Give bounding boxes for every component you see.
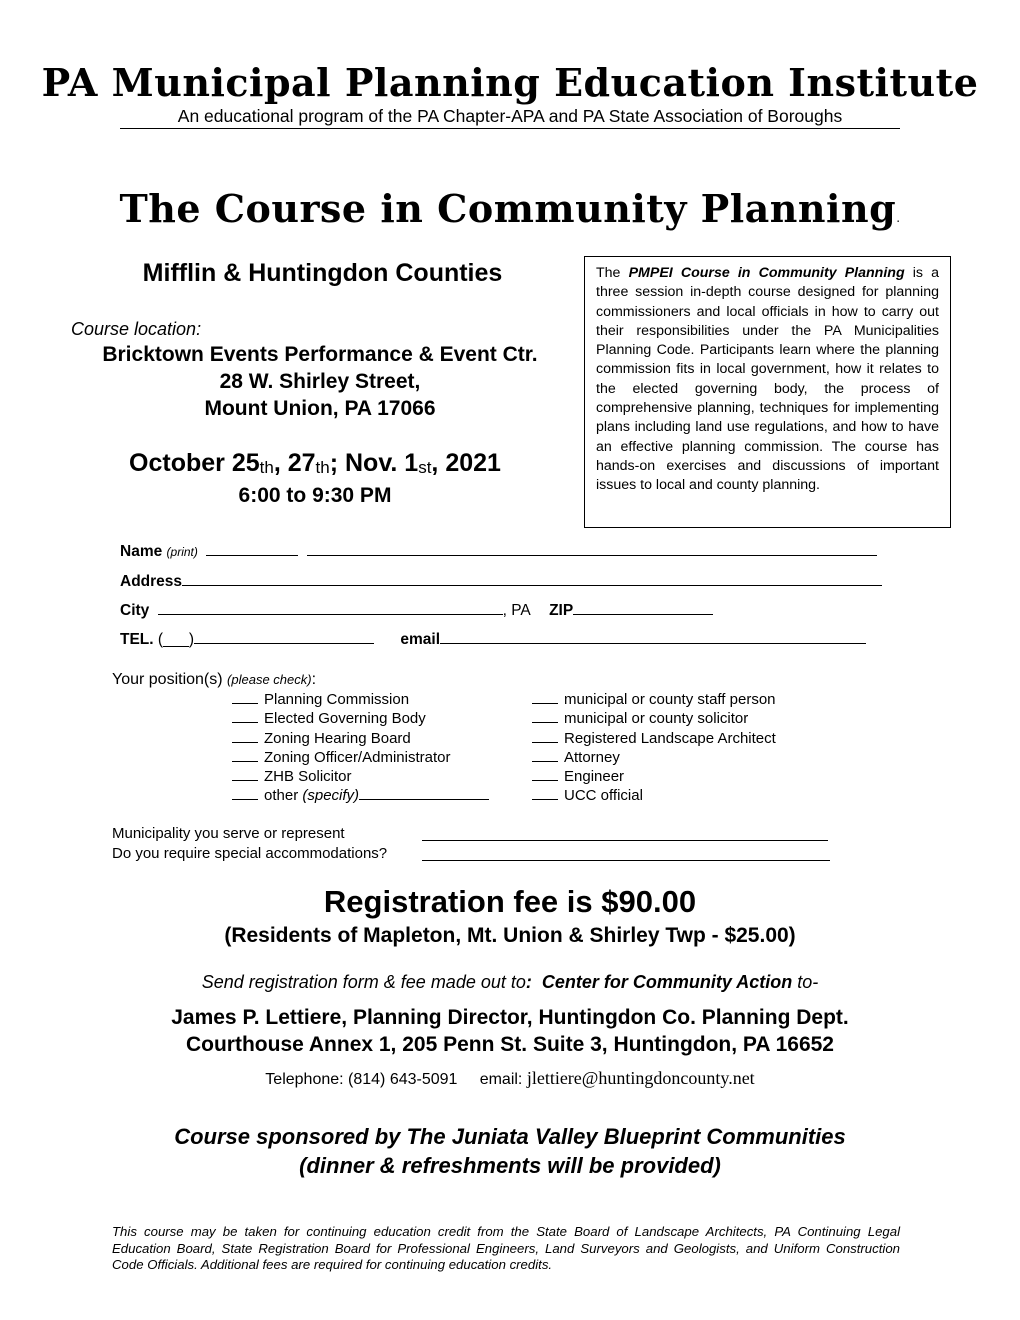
- position-option[interactable]: [232, 748, 489, 767]
- email-label: email: [400, 631, 441, 648]
- contact-line-1: James P. Lettiere, Planning Director, Huntingdon Co. Planning Dept.: [171, 1006, 849, 1029]
- address-row: [120, 570, 882, 590]
- date-suffix: th: [315, 458, 330, 477]
- name-input[interactable]: [307, 540, 877, 556]
- position-label: Attorney: [564, 748, 620, 766]
- email-address[interactable]: jlettiere@huntingdoncounty.net: [526, 1068, 755, 1088]
- accommodations-label: Do you require special accommodations?: [112, 845, 388, 862]
- date-suffix: st: [418, 458, 432, 477]
- position-label: Planning Commission: [264, 691, 410, 708]
- position-label: Zoning Officer/Administrator: [264, 748, 451, 766]
- position-label: UCC official: [564, 787, 643, 805]
- check-blank[interactable]: [532, 690, 558, 704]
- position-option[interactable]: [532, 767, 776, 786]
- description-lead: PMPEI Course in Community Planning: [628, 265, 905, 281]
- city-input[interactable]: [158, 599, 503, 615]
- address-input[interactable]: [182, 570, 882, 586]
- check-blank[interactable]: [232, 786, 258, 800]
- check-blank[interactable]: [232, 709, 258, 723]
- other-label: other: [264, 787, 299, 805]
- counties-heading: Mifflin & Huntingdon Counties: [142, 259, 503, 287]
- position-option-other[interactable]: [232, 786, 489, 805]
- positions-right-column: [532, 690, 776, 806]
- position-label: Registered Landscape Architect: [564, 729, 776, 747]
- send-suffix: to-: [797, 972, 819, 992]
- position-option[interactable]: [532, 748, 776, 767]
- org-title: PA Municipal Planning Education Institute: [41, 60, 979, 105]
- course-description-box: [584, 256, 951, 528]
- date-suffix: th: [259, 458, 274, 477]
- address-label: Address: [120, 573, 183, 590]
- check-blank[interactable]: [532, 729, 558, 743]
- position-label: municipal or county solicitor: [564, 710, 749, 728]
- position-label: municipal or county staff person: [564, 691, 776, 708]
- position-label: Engineer: [564, 768, 625, 786]
- date-part: , 27: [273, 449, 316, 477]
- venue-name: Bricktown Events Performance & Event Ctr.: [102, 343, 538, 366]
- state-text: , PA: [502, 602, 531, 619]
- zip-label: ZIP: [549, 602, 574, 619]
- location-block: [64, 341, 576, 422]
- org-subtitle: An educational program of the PA Chapter-APA and PA State Association of Boroughs: [120, 106, 900, 129]
- name-hint: (print): [166, 545, 198, 559]
- check-blank[interactable]: [532, 748, 558, 762]
- accommodations-row: [112, 845, 912, 862]
- positions-left-column: [232, 690, 489, 806]
- positions-label-text: Your position(s): [112, 671, 223, 688]
- zip-input[interactable]: [573, 599, 713, 615]
- position-option[interactable]: [532, 729, 776, 748]
- position-option[interactable]: [532, 690, 776, 709]
- sponsor-line: Course sponsored by The Juniata Valley Blueprint Communities: [174, 1124, 846, 1149]
- email-input[interactable]: [440, 628, 866, 644]
- date-part: ; Nov. 1: [329, 449, 419, 477]
- check-blank[interactable]: [532, 786, 558, 800]
- course-time: 6:00 to 9:30 PM: [238, 484, 392, 507]
- course-dates: [55, 449, 575, 478]
- venue-street: 28 W. Shirley Street,: [219, 370, 421, 393]
- position-option[interactable]: [232, 690, 489, 709]
- accommodations-input[interactable]: [422, 846, 830, 861]
- city-label: City: [120, 602, 150, 619]
- date-part: , 2021: [431, 449, 501, 477]
- telephone: Telephone: (814) 643-5091: [265, 1071, 458, 1088]
- tel-row: [120, 628, 866, 648]
- municipality-label: Municipality you serve or represent: [112, 825, 345, 842]
- check-blank[interactable]: [232, 748, 258, 762]
- venue-city: Mount Union, PA 17066: [204, 397, 436, 420]
- check-blank[interactable]: [232, 767, 258, 781]
- positions-hint: (please check): [227, 672, 312, 687]
- continuing-education-note: This course may be taken for continuing education credit from the State Board of Landscape Architects, PA Continuing Legal Education Board, State Registration Board for Professional Engineers, Land Surveyors and Geologists, and Uniform Construction Code Officials. Additional fees are required for continuing education credits.: [112, 1224, 900, 1272]
- resident-fee: (Residents of Mapleton, Mt. Union & Shirley Twp - $25.00): [224, 924, 796, 947]
- position-label: ZHB Solicitor: [264, 768, 352, 786]
- position-option[interactable]: [532, 786, 776, 805]
- contact-line-2: Courthouse Annex 1, 205 Penn St. Suite 3, Huntingdon, PA 16652: [185, 1033, 834, 1056]
- position-option[interactable]: [232, 729, 489, 748]
- tel-label: TEL.: [120, 631, 154, 648]
- position-option[interactable]: [532, 709, 776, 728]
- description-body: is a three session in-depth course designed for planning commissioners and local officials in how to carry out their responsibilities under the PA Municipalities Planning Code. Participants learn where the planning commission fits in local government, how it relates to the elected governing body, the process of comprehensive planning, techniques for implementing plans including land use regulations, and how to have an effective planning commission. The course has hands-on exercises and discussions of important issues to local and county planning.: [596, 265, 939, 494]
- check-blank[interactable]: [532, 709, 558, 723]
- name-row: [120, 540, 877, 560]
- municipality-input[interactable]: [422, 826, 828, 841]
- check-blank[interactable]: [232, 729, 258, 743]
- city-row: [120, 599, 713, 619]
- check-blank[interactable]: [532, 767, 558, 781]
- registration-fee: Registration fee is $90.00: [323, 884, 697, 919]
- tel-area-code[interactable]: (___): [157, 631, 195, 648]
- other-hint: (specify): [302, 787, 360, 805]
- course-title-dot: .: [896, 211, 901, 225]
- position-label: Elected Governing Body: [264, 710, 426, 728]
- location-label: Course location:: [71, 319, 202, 339]
- position-option[interactable]: [232, 767, 489, 786]
- tel-input[interactable]: [194, 628, 374, 644]
- course-title-text: The Course in Community Planning: [119, 186, 897, 231]
- send-prefix: Send registration form & fee made out to: [201, 972, 526, 992]
- positions-colon: :: [311, 671, 317, 688]
- send-colon: :: [525, 972, 532, 992]
- date-part: October 25: [129, 449, 260, 477]
- positions-label: [112, 671, 316, 689]
- other-specify-input[interactable]: [359, 786, 489, 800]
- check-blank[interactable]: [232, 690, 258, 704]
- email-label-text: email:: [479, 1071, 523, 1088]
- contact-info: [0, 1068, 1020, 1089]
- position-option[interactable]: [232, 709, 489, 728]
- name-input-short[interactable]: [206, 540, 298, 556]
- payee-name: Center for Community Action: [541, 972, 793, 992]
- description-the: The: [596, 265, 629, 281]
- municipality-row: [112, 825, 912, 842]
- send-instructions: [0, 972, 1020, 993]
- position-label: Zoning Hearing Board: [264, 729, 411, 747]
- course-title: [0, 186, 1020, 231]
- name-label: Name: [120, 543, 163, 560]
- sponsor-note: (dinner & refreshments will be provided): [299, 1153, 721, 1178]
